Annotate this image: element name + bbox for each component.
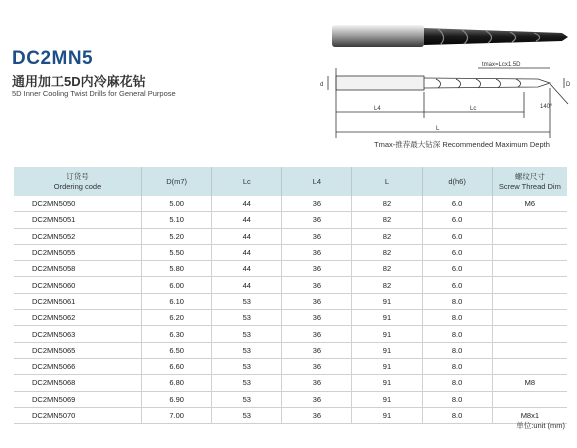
- table-cell: [492, 391, 567, 407]
- table-cell: 6.0: [422, 212, 492, 228]
- table-cell: 6.0: [422, 277, 492, 293]
- col-lc: Lc: [212, 167, 282, 196]
- col-thread: 螺纹尺寸 Screw Thread Dim: [492, 167, 567, 196]
- table-cell: DC2MN5061: [14, 293, 142, 309]
- table-cell: 6.0: [422, 261, 492, 277]
- table-cell: 91: [352, 358, 422, 374]
- table-cell: M8x1: [492, 407, 567, 423]
- product-subtitle-cn: 通用加工5D内冷麻花钻: [12, 74, 146, 89]
- col-ordering-code: 订货号 Ordering code: [14, 167, 142, 196]
- table-cell: M8: [492, 375, 567, 391]
- table-cell: 53: [212, 375, 282, 391]
- table-cell: DC2MN5066: [14, 358, 142, 374]
- col-shank: d(h6): [422, 167, 492, 196]
- table-cell: 8.0: [422, 391, 492, 407]
- table-row: [14, 212, 567, 228]
- table-cell: DC2MN5068: [14, 375, 142, 391]
- table-cell: 36: [282, 228, 352, 244]
- table-cell: DC2MN5069: [14, 391, 142, 407]
- table-cell: 6.30: [142, 326, 212, 342]
- table-cell: DC2MN5063: [14, 326, 142, 342]
- col-l: L: [352, 167, 422, 196]
- table-row: [14, 196, 567, 212]
- table-row: [14, 342, 567, 358]
- table-cell: 91: [352, 310, 422, 326]
- table-cell: 44: [212, 277, 282, 293]
- table-cell: DC2MN5070: [14, 407, 142, 423]
- table-cell: 36: [282, 358, 352, 374]
- table-cell: 44: [212, 212, 282, 228]
- table-cell: 36: [282, 261, 352, 277]
- unit-note: 单位:unit (mm): [516, 421, 565, 430]
- table-cell: 6.0: [422, 196, 492, 212]
- table-cell: [492, 326, 567, 342]
- table-cell: 44: [212, 196, 282, 212]
- table-cell: 6.20: [142, 310, 212, 326]
- table-row: [14, 407, 567, 423]
- table-cell: 6.10: [142, 293, 212, 309]
- table-cell: 5.20: [142, 228, 212, 244]
- table-cell: 36: [282, 212, 352, 228]
- l-dimension-label: L: [436, 126, 440, 132]
- table-cell: 6.80: [142, 375, 212, 391]
- table-cell: 6.60: [142, 358, 212, 374]
- table-row: [14, 326, 567, 342]
- table-row: [14, 293, 567, 309]
- table-cell: 91: [352, 293, 422, 309]
- spec-table: [14, 167, 567, 424]
- table-cell: M6: [492, 196, 567, 212]
- table-cell: [492, 293, 567, 309]
- product-subtitle-en: 5D Inner Cooling Twist Drills for General Purpose: [12, 89, 176, 98]
- table-cell: 91: [352, 342, 422, 358]
- table-cell: 91: [352, 375, 422, 391]
- table-cell: DC2MN5051: [14, 212, 142, 228]
- table-cell: [492, 342, 567, 358]
- table-cell: DC2MN5062: [14, 310, 142, 326]
- table-cell: 5.10: [142, 212, 212, 228]
- table-cell: 91: [352, 391, 422, 407]
- table-cell: 6.50: [142, 342, 212, 358]
- table-cell: 8.0: [422, 407, 492, 423]
- product-title: DC2MN5: [12, 48, 94, 69]
- table-cell: 53: [212, 358, 282, 374]
- table-row: [14, 391, 567, 407]
- table-cell: 6.90: [142, 391, 212, 407]
- table-cell: 82: [352, 277, 422, 293]
- table-cell: 53: [212, 310, 282, 326]
- table-cell: 6.00: [142, 277, 212, 293]
- table-cell: 91: [352, 407, 422, 423]
- table-cell: 82: [352, 228, 422, 244]
- table-cell: DC2MN5050: [14, 196, 142, 212]
- table-cell: 8.0: [422, 342, 492, 358]
- table-cell: 53: [212, 407, 282, 423]
- drill-photo: [330, 20, 570, 62]
- table-row: [14, 244, 567, 260]
- table-cell: DC2MN5060: [14, 277, 142, 293]
- drill-diameter-label: D: [566, 82, 571, 88]
- table-cell: 53: [212, 293, 282, 309]
- table-cell: 91: [352, 326, 422, 342]
- table-row: [14, 310, 567, 326]
- table-row: [14, 228, 567, 244]
- spec-table-header: [14, 167, 567, 196]
- shank-diameter-label: d: [320, 82, 324, 88]
- table-cell: 8.0: [422, 310, 492, 326]
- table-cell: 53: [212, 326, 282, 342]
- table-cell: 36: [282, 375, 352, 391]
- table-cell: 6.0: [422, 228, 492, 244]
- table-cell: 44: [212, 228, 282, 244]
- table-cell: [492, 358, 567, 374]
- table-row: [14, 261, 567, 277]
- tmax-label: tmax=Lcx1.5D: [482, 62, 521, 68]
- lc-dimension-label: Lc: [470, 106, 477, 112]
- table-cell: 5.80: [142, 261, 212, 277]
- table-cell: [492, 228, 567, 244]
- table-cell: 8.0: [422, 326, 492, 342]
- table-cell: 82: [352, 212, 422, 228]
- table-cell: [492, 244, 567, 260]
- l4-dimension-label: L4: [374, 106, 381, 112]
- table-cell: 53: [212, 391, 282, 407]
- table-cell: DC2MN5052: [14, 228, 142, 244]
- table-row: [14, 277, 567, 293]
- table-cell: 5.50: [142, 244, 212, 260]
- table-cell: 8.0: [422, 358, 492, 374]
- table-cell: 36: [282, 391, 352, 407]
- table-cell: DC2MN5058: [14, 261, 142, 277]
- col-l4: L4: [282, 167, 352, 196]
- table-cell: 53: [212, 342, 282, 358]
- table-cell: [492, 212, 567, 228]
- table-cell: 36: [282, 342, 352, 358]
- table-cell: DC2MN5065: [14, 342, 142, 358]
- table-cell: 36: [282, 277, 352, 293]
- table-row: [14, 375, 567, 391]
- table-cell: DC2MN5055: [14, 244, 142, 260]
- recommended-depth-note: Tmax-推荐最大钻深 Recommended Maximum Depth: [374, 140, 550, 149]
- point-angle-label: 140°: [540, 104, 553, 110]
- table-cell: 44: [212, 244, 282, 260]
- table-cell: [492, 277, 567, 293]
- table-cell: 36: [282, 196, 352, 212]
- table-cell: [492, 261, 567, 277]
- table-cell: 36: [282, 244, 352, 260]
- table-cell: 6.0: [422, 244, 492, 260]
- table-cell: 36: [282, 293, 352, 309]
- table-cell: 5.00: [142, 196, 212, 212]
- table-cell: 8.0: [422, 293, 492, 309]
- table-cell: 82: [352, 261, 422, 277]
- table-cell: [492, 310, 567, 326]
- table-cell: 36: [282, 407, 352, 423]
- table-cell: 82: [352, 244, 422, 260]
- table-cell: 82: [352, 196, 422, 212]
- table-cell: 7.00: [142, 407, 212, 423]
- table-row: [14, 358, 567, 374]
- drill-dimension-drawing: [318, 58, 574, 140]
- table-cell: 8.0: [422, 375, 492, 391]
- table-cell: 44: [212, 261, 282, 277]
- table-cell: 36: [282, 326, 352, 342]
- table-cell: 36: [282, 310, 352, 326]
- col-diameter: D(m7): [142, 167, 212, 196]
